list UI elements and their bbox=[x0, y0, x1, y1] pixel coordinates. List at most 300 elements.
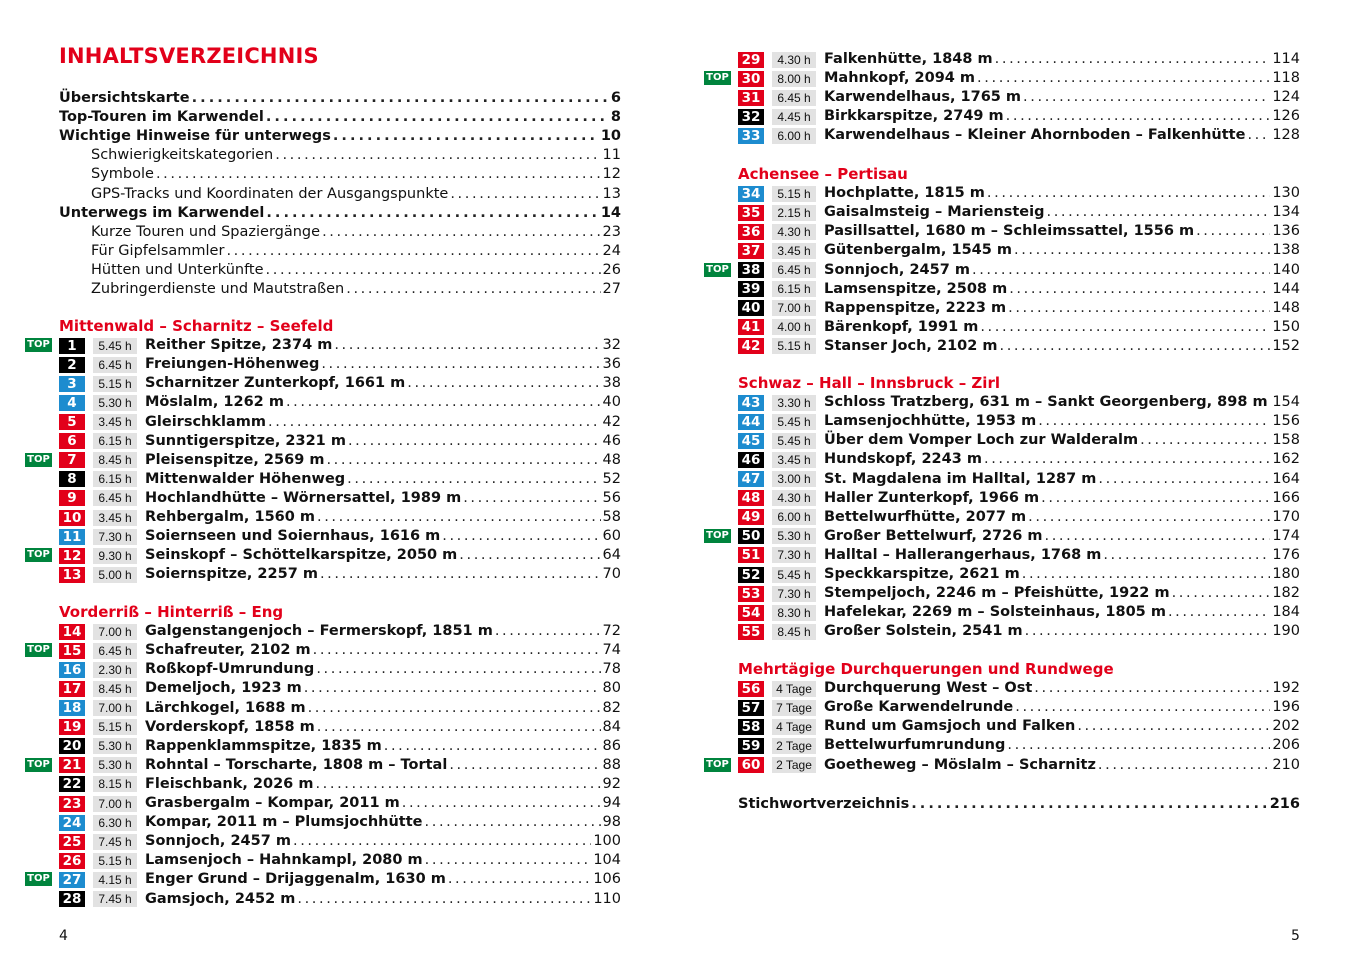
tour-row[interactable] bbox=[738, 565, 1300, 584]
tour-number: 16 bbox=[59, 662, 85, 678]
leader-dots bbox=[1022, 565, 1271, 584]
tour-row[interactable] bbox=[738, 241, 1300, 260]
tour-row[interactable] bbox=[59, 890, 621, 909]
toc-entry[interactable] bbox=[59, 127, 621, 146]
tour-page: 38 bbox=[602, 375, 621, 392]
leader-dots bbox=[1140, 431, 1270, 450]
tour-page: 144 bbox=[1272, 280, 1300, 297]
tour-page: 92 bbox=[602, 775, 621, 792]
leader-dots bbox=[1172, 584, 1271, 603]
leader-dots bbox=[266, 261, 601, 280]
tour-page: 106 bbox=[593, 871, 621, 888]
tour-page: 206 bbox=[1272, 737, 1300, 754]
leader-dots bbox=[1038, 412, 1270, 431]
tour-row[interactable] bbox=[59, 641, 621, 660]
tour-row[interactable] bbox=[59, 756, 621, 775]
toc-entry[interactable] bbox=[91, 146, 621, 165]
leader-dots bbox=[322, 223, 600, 242]
tour-number: 39 bbox=[738, 281, 764, 297]
leader-dots bbox=[1247, 126, 1270, 145]
tour-row[interactable] bbox=[59, 565, 621, 584]
leader-dots bbox=[347, 470, 600, 489]
tour-name: Lamsenjoch – Hahnkampl, 2080 m bbox=[145, 852, 423, 869]
toc-entry[interactable] bbox=[91, 280, 621, 299]
tour-name: Gütenbergalm, 1545 m bbox=[824, 242, 1012, 259]
tour-name: Lamsenjochhütte, 1953 m bbox=[824, 413, 1037, 430]
tour-duration: 6.00 h bbox=[772, 128, 816, 144]
tour-duration: 2.30 h bbox=[93, 662, 137, 678]
leader-dots bbox=[449, 756, 600, 775]
tour-duration: 4 Tage bbox=[772, 681, 816, 697]
tour-row[interactable] bbox=[738, 107, 1300, 126]
tour-number: 8 bbox=[59, 471, 85, 487]
tour-duration: 6.45 h bbox=[772, 262, 816, 278]
tour-page: 86 bbox=[602, 737, 621, 754]
tour-number: 13 bbox=[59, 567, 85, 583]
page-title: INHALTSVERZEICHNIS bbox=[59, 44, 319, 68]
tour-page: 130 bbox=[1272, 185, 1300, 202]
tour-duration: 4.30 h bbox=[772, 52, 816, 68]
tour-page: 124 bbox=[1272, 89, 1300, 106]
tour-duration: 8.45 h bbox=[93, 681, 137, 697]
tour-row[interactable] bbox=[738, 679, 1300, 698]
tour-duration: 7.45 h bbox=[93, 834, 137, 850]
tour-page: 182 bbox=[1272, 585, 1300, 602]
tour-number: 40 bbox=[738, 300, 764, 316]
leader-dots bbox=[1008, 299, 1270, 318]
leader-dots bbox=[326, 451, 600, 470]
leader-dots bbox=[407, 374, 600, 393]
tour-row[interactable] bbox=[738, 318, 1300, 337]
leader-dots bbox=[1098, 470, 1270, 489]
tour-row[interactable] bbox=[738, 184, 1300, 203]
tour-page: 166 bbox=[1272, 489, 1300, 506]
leader-dots bbox=[313, 641, 601, 660]
tour-page: 80 bbox=[602, 680, 621, 697]
tour-row[interactable] bbox=[738, 736, 1300, 755]
tour-page: 118 bbox=[1272, 70, 1300, 87]
tour-duration: 5.15 h bbox=[772, 338, 816, 354]
tour-number: 27 bbox=[59, 872, 85, 888]
tour-row[interactable] bbox=[59, 451, 621, 470]
leader-dots bbox=[1103, 546, 1270, 565]
tour-duration: 6.30 h bbox=[93, 815, 137, 831]
tour-row[interactable] bbox=[738, 584, 1300, 603]
tour-page: 52 bbox=[602, 470, 621, 487]
section-heading: Vorderriß – Hinterriß – Eng bbox=[59, 603, 284, 621]
tour-row[interactable] bbox=[59, 679, 621, 698]
top-badge: TOP bbox=[25, 548, 52, 562]
tour-name: Bettelwurfhütte, 2077 m bbox=[824, 508, 1027, 525]
tour-row[interactable] bbox=[59, 851, 621, 870]
tour-page: 32 bbox=[602, 337, 621, 354]
toc-entry[interactable] bbox=[59, 204, 621, 223]
tour-row[interactable] bbox=[59, 813, 621, 832]
leader-dots bbox=[987, 184, 1270, 203]
tour-name: Galgenstangenjoch – Fermerskopf, 1851 m bbox=[145, 623, 493, 640]
tour-name: Durchquerung West – Ost bbox=[824, 680, 1033, 697]
tour-page: 36 bbox=[602, 356, 621, 373]
tour-name: Birkkarspitze, 2749 m bbox=[824, 108, 1004, 125]
tour-row[interactable] bbox=[59, 546, 621, 565]
leader-dots bbox=[316, 660, 600, 679]
tour-name: Lärchkogel, 1688 m bbox=[145, 699, 306, 716]
toc-entry-title: Top-Touren im Karwendel bbox=[59, 109, 264, 126]
leader-dots bbox=[1046, 203, 1270, 222]
tour-duration: 7.30 h bbox=[93, 529, 137, 545]
tour-duration: 6.45 h bbox=[93, 490, 137, 506]
index-entry-row[interactable] bbox=[738, 795, 1300, 814]
top-badge: TOP bbox=[25, 338, 52, 352]
tour-page: 202 bbox=[1272, 718, 1300, 735]
tour-row[interactable] bbox=[738, 299, 1300, 318]
tour-number: 2 bbox=[59, 357, 85, 373]
leader-dots bbox=[1006, 107, 1271, 126]
leader-dots bbox=[1014, 241, 1270, 260]
tour-duration: 5.45 h bbox=[772, 567, 816, 583]
tour-row[interactable] bbox=[738, 126, 1300, 145]
tour-duration: 8.00 h bbox=[772, 71, 816, 87]
leader-dots bbox=[268, 413, 601, 432]
tour-row[interactable] bbox=[738, 222, 1300, 241]
tour-duration: 3.30 h bbox=[772, 395, 816, 411]
tour-number: 45 bbox=[738, 433, 764, 449]
tour-page: 78 bbox=[602, 661, 621, 678]
tour-page: 190 bbox=[1272, 623, 1300, 640]
tour-row[interactable] bbox=[59, 413, 621, 432]
tour-page: 84 bbox=[602, 718, 621, 735]
tour-number: 26 bbox=[59, 853, 85, 869]
tour-duration: 3.00 h bbox=[772, 471, 816, 487]
tour-row[interactable] bbox=[59, 622, 621, 641]
tour-name: Reither Spitze, 2374 m bbox=[145, 337, 333, 354]
toc-entry-page: 14 bbox=[600, 204, 621, 221]
section-heading: Achensee – Pertisau bbox=[738, 165, 908, 183]
toc-entry[interactable] bbox=[91, 185, 621, 204]
leader-dots bbox=[425, 851, 592, 870]
tour-number: 52 bbox=[738, 567, 764, 583]
leader-dots bbox=[317, 508, 601, 527]
tour-page: 58 bbox=[602, 509, 621, 525]
tour-number: 55 bbox=[738, 624, 764, 640]
tour-page: 46 bbox=[602, 432, 621, 449]
tour-number: 38 bbox=[738, 262, 764, 278]
tour-name: Schloss Tratzberg, 631 m – Sankt Georgenberg, 898 m bbox=[824, 394, 1268, 411]
tour-row[interactable] bbox=[738, 603, 1300, 622]
tour-row[interactable] bbox=[59, 489, 621, 508]
leader-dots bbox=[995, 50, 1271, 69]
section-heading: Mehrtägige Durchquerungen und Rundwege bbox=[738, 660, 1114, 678]
tour-row[interactable] bbox=[738, 527, 1300, 546]
top-badge: TOP bbox=[25, 872, 52, 886]
tour-row[interactable] bbox=[738, 50, 1300, 69]
toc-entry[interactable] bbox=[59, 108, 621, 127]
leader-dots bbox=[192, 89, 609, 108]
top-badge: TOP bbox=[25, 758, 52, 772]
tour-name: Sunntigerspitze, 2321 m bbox=[145, 432, 346, 449]
toc-entry[interactable] bbox=[59, 89, 621, 108]
tour-row[interactable] bbox=[59, 432, 621, 451]
tour-row[interactable] bbox=[738, 337, 1300, 356]
tour-name: Vorderskopf, 1858 m bbox=[145, 718, 315, 735]
index-entry-row-page: 216 bbox=[1269, 796, 1300, 812]
leader-dots bbox=[384, 737, 601, 756]
leader-dots bbox=[321, 355, 600, 374]
toc-entry-page: 12 bbox=[602, 166, 621, 183]
leader-dots bbox=[1098, 756, 1270, 775]
tour-duration: 6.45 h bbox=[772, 90, 816, 106]
leader-dots bbox=[425, 813, 601, 832]
tour-duration: 5.15 h bbox=[93, 719, 137, 735]
tour-number: 33 bbox=[738, 128, 764, 144]
toc-entry-page: 10 bbox=[600, 128, 621, 145]
tour-number: 60 bbox=[738, 757, 764, 773]
tour-name: Falkenhütte, 1848 m bbox=[824, 51, 993, 67]
tour-duration: 3.45 h bbox=[772, 452, 816, 468]
tour-duration: 6.45 h bbox=[93, 643, 137, 659]
toc-entry-title: Zubringerdienste und Mautstraßen bbox=[91, 281, 345, 297]
tour-name: Rehbergalm, 1560 m bbox=[145, 509, 315, 525]
tour-row[interactable] bbox=[59, 660, 621, 679]
tour-row[interactable] bbox=[738, 508, 1300, 527]
tour-duration: 7.45 h bbox=[93, 891, 137, 907]
tour-row[interactable] bbox=[59, 527, 621, 546]
tour-duration: 4.30 h bbox=[772, 490, 816, 506]
tour-row[interactable] bbox=[738, 203, 1300, 222]
tour-page: 158 bbox=[1272, 432, 1300, 449]
tour-name: Demeljoch, 1923 m bbox=[145, 680, 302, 697]
tour-duration: 5.45 h bbox=[772, 414, 816, 430]
tour-row[interactable] bbox=[738, 431, 1300, 450]
leader-dots bbox=[1009, 280, 1270, 299]
tour-duration: 5.00 h bbox=[93, 567, 137, 583]
tour-page: 156 bbox=[1272, 413, 1300, 430]
tour-name: Rappenspitze, 2223 m bbox=[824, 299, 1007, 316]
tour-name: Über dem Vomper Loch zur Walderalm bbox=[824, 432, 1139, 449]
tour-name: Möslalm, 1262 m bbox=[145, 394, 284, 411]
tour-number: 30 bbox=[738, 71, 764, 87]
tour-name: Mahnkopf, 2094 m bbox=[824, 70, 976, 87]
top-badge: TOP bbox=[25, 453, 52, 467]
tour-name: Hochlandhütte – Wörnersattel, 1989 m bbox=[145, 489, 462, 506]
leader-dots bbox=[1015, 698, 1270, 717]
tour-number: 22 bbox=[59, 776, 85, 792]
tour-number: 23 bbox=[59, 796, 85, 812]
tour-number: 17 bbox=[59, 681, 85, 697]
leader-dots bbox=[297, 890, 591, 909]
tour-duration: 5.45 h bbox=[772, 433, 816, 449]
tour-duration: 5.15 h bbox=[93, 853, 137, 869]
tour-page: 192 bbox=[1272, 680, 1300, 697]
tour-duration: 7.00 h bbox=[93, 796, 137, 812]
tour-page: 162 bbox=[1272, 451, 1300, 468]
tour-number: 59 bbox=[738, 738, 764, 754]
tour-row[interactable] bbox=[738, 412, 1300, 431]
tour-duration: 6.15 h bbox=[772, 281, 816, 297]
toc-entry[interactable] bbox=[91, 223, 621, 242]
tour-duration: 4 Tage bbox=[772, 719, 816, 735]
section-heading: Mittenwald – Scharnitz – Seefeld bbox=[59, 317, 334, 335]
tour-row[interactable] bbox=[738, 717, 1300, 736]
tour-row[interactable] bbox=[59, 508, 621, 527]
tour-page: 94 bbox=[602, 795, 621, 811]
tour-name: Hochplatte, 1815 m bbox=[824, 185, 985, 202]
toc-entry-page: 24 bbox=[602, 242, 621, 259]
leader-dots bbox=[1168, 603, 1270, 622]
tour-name: Mittenwalder Höhenweg bbox=[145, 470, 346, 487]
leader-dots bbox=[320, 565, 601, 584]
leader-dots bbox=[266, 204, 598, 223]
leader-dots bbox=[1034, 679, 1270, 698]
tour-number: 11 bbox=[59, 529, 85, 545]
tour-name: Großer Solstein, 2541 m bbox=[824, 623, 1023, 640]
leader-dots bbox=[346, 280, 600, 299]
tour-duration: 5.15 h bbox=[772, 186, 816, 202]
leader-dots bbox=[333, 127, 599, 146]
tour-row[interactable] bbox=[59, 832, 621, 851]
toc-entry[interactable] bbox=[91, 242, 621, 261]
toc-entry-title: Symbole bbox=[91, 166, 154, 183]
tour-row[interactable] bbox=[59, 374, 621, 393]
leader-dots bbox=[1007, 736, 1270, 755]
tour-name: Lamsenspitze, 2508 m bbox=[824, 280, 1008, 297]
tour-number: 53 bbox=[738, 586, 764, 602]
leader-dots bbox=[293, 832, 591, 851]
toc-entry[interactable] bbox=[91, 165, 621, 184]
leader-dots bbox=[972, 261, 1270, 280]
tour-row[interactable] bbox=[738, 546, 1300, 565]
tour-name: Pleisenspitze, 2569 m bbox=[145, 451, 325, 468]
tour-duration: 5.30 h bbox=[772, 528, 816, 544]
tour-duration: 4.45 h bbox=[772, 109, 816, 125]
tour-duration: 6.15 h bbox=[93, 433, 137, 449]
tour-page: 74 bbox=[602, 642, 621, 659]
tour-page: 88 bbox=[602, 756, 621, 773]
tour-number: 36 bbox=[738, 224, 764, 240]
tour-name: Kompar, 2011 m – Plumsjochhütte bbox=[145, 814, 423, 831]
tour-duration: 3.45 h bbox=[772, 243, 816, 259]
tour-row[interactable] bbox=[738, 450, 1300, 469]
leader-dots bbox=[463, 489, 600, 508]
tour-row[interactable] bbox=[59, 775, 621, 794]
tour-number: 25 bbox=[59, 834, 85, 850]
tour-row[interactable] bbox=[59, 470, 621, 489]
tour-row[interactable] bbox=[59, 393, 621, 412]
tour-row[interactable] bbox=[738, 489, 1300, 508]
tour-name: Rohntal – Torscharte, 1808 m – Tortal bbox=[145, 756, 448, 773]
tour-number: 5 bbox=[59, 414, 85, 430]
tour-page: 170 bbox=[1272, 508, 1300, 525]
tour-page: 64 bbox=[602, 547, 621, 564]
leader-dots bbox=[980, 318, 1270, 337]
tour-page: 114 bbox=[1272, 51, 1300, 67]
tour-row[interactable] bbox=[59, 718, 621, 737]
tour-name: Bärenkopf, 1991 m bbox=[824, 318, 979, 335]
tour-row[interactable] bbox=[738, 69, 1300, 88]
tour-row[interactable] bbox=[59, 794, 621, 813]
tour-page: 184 bbox=[1272, 604, 1300, 621]
leader-dots bbox=[286, 393, 601, 412]
tour-row[interactable] bbox=[738, 280, 1300, 299]
tour-name: Fleischbank, 2026 m bbox=[145, 775, 314, 792]
tour-duration: 3.45 h bbox=[93, 414, 137, 430]
top-badge: TOP bbox=[704, 758, 731, 772]
tour-name: Scharnitzer Zunterkopf, 1661 m bbox=[145, 375, 406, 392]
tour-page: 148 bbox=[1272, 299, 1300, 316]
tour-page: 48 bbox=[602, 451, 621, 468]
tour-page: 98 bbox=[602, 814, 621, 831]
tour-row[interactable] bbox=[59, 870, 621, 889]
tour-duration: 3.45 h bbox=[93, 510, 137, 526]
tour-name: Sonnjoch, 2457 m bbox=[824, 261, 970, 278]
tour-number: 42 bbox=[738, 338, 764, 354]
tour-page: 180 bbox=[1272, 566, 1300, 582]
tour-page: 42 bbox=[602, 413, 621, 430]
tour-page: 176 bbox=[1272, 546, 1300, 563]
tour-number: 43 bbox=[738, 395, 764, 411]
tour-page: 154 bbox=[1272, 394, 1300, 411]
leader-dots bbox=[1028, 508, 1270, 527]
tour-row[interactable] bbox=[59, 699, 621, 718]
page-number-left: 4 bbox=[59, 928, 68, 944]
leader-dots bbox=[1023, 88, 1270, 107]
tour-row[interactable] bbox=[738, 470, 1300, 489]
tour-row[interactable] bbox=[738, 393, 1300, 412]
tour-number: 35 bbox=[738, 205, 764, 221]
tour-duration: 7.00 h bbox=[772, 300, 816, 316]
tour-name: Enger Grund – Drijaggenalm, 1630 m bbox=[145, 871, 446, 888]
top-badge: TOP bbox=[25, 643, 52, 657]
tour-name: Gaisalmsteig – Mariensteig bbox=[824, 204, 1045, 221]
tour-duration: 6.45 h bbox=[93, 357, 137, 373]
tour-duration: 5.30 h bbox=[93, 757, 137, 773]
toc-entry-title: Übersichtskarte bbox=[59, 90, 190, 106]
tour-name: Gleirschklamm bbox=[145, 413, 266, 430]
leader-dots bbox=[1044, 527, 1270, 546]
tour-name: Haller Zunterkopf, 1966 m bbox=[824, 489, 1040, 506]
tour-number: 19 bbox=[59, 719, 85, 735]
leader-dots bbox=[911, 795, 1267, 814]
tour-page: 70 bbox=[602, 566, 621, 583]
tour-duration: 5.45 h bbox=[93, 338, 137, 354]
tour-page: 174 bbox=[1272, 527, 1300, 544]
toc-entry-page: 23 bbox=[602, 223, 621, 240]
tour-page: 150 bbox=[1272, 318, 1300, 335]
tour-name: Hafelekar, 2269 m – Solsteinhaus, 1805 m bbox=[824, 604, 1166, 621]
leader-dots bbox=[450, 185, 600, 204]
tour-page: 82 bbox=[602, 699, 621, 716]
toc-entry-title: Für Gipfelsammler bbox=[91, 242, 225, 259]
tour-row[interactable] bbox=[738, 698, 1300, 717]
tour-page: 138 bbox=[1272, 242, 1300, 259]
tour-name: Hundskopf, 2243 m bbox=[824, 451, 982, 468]
tour-row[interactable] bbox=[738, 88, 1300, 107]
tour-row[interactable] bbox=[59, 737, 621, 756]
toc-entry[interactable] bbox=[91, 261, 621, 280]
tour-page: 100 bbox=[593, 833, 621, 850]
tour-number: 29 bbox=[738, 52, 764, 68]
tour-name: Rappenklammspitze, 1835 m bbox=[145, 737, 382, 754]
tour-row[interactable] bbox=[59, 336, 621, 355]
tour-number: 4 bbox=[59, 395, 85, 411]
toc-entry-title: Schwierigkeitskategorien bbox=[91, 147, 274, 164]
tour-row[interactable] bbox=[738, 622, 1300, 641]
tour-row[interactable] bbox=[59, 355, 621, 374]
tour-number: 57 bbox=[738, 700, 764, 716]
tour-row[interactable] bbox=[738, 261, 1300, 280]
tour-row[interactable] bbox=[738, 756, 1300, 775]
toc-entry-page: 6 bbox=[610, 90, 621, 106]
